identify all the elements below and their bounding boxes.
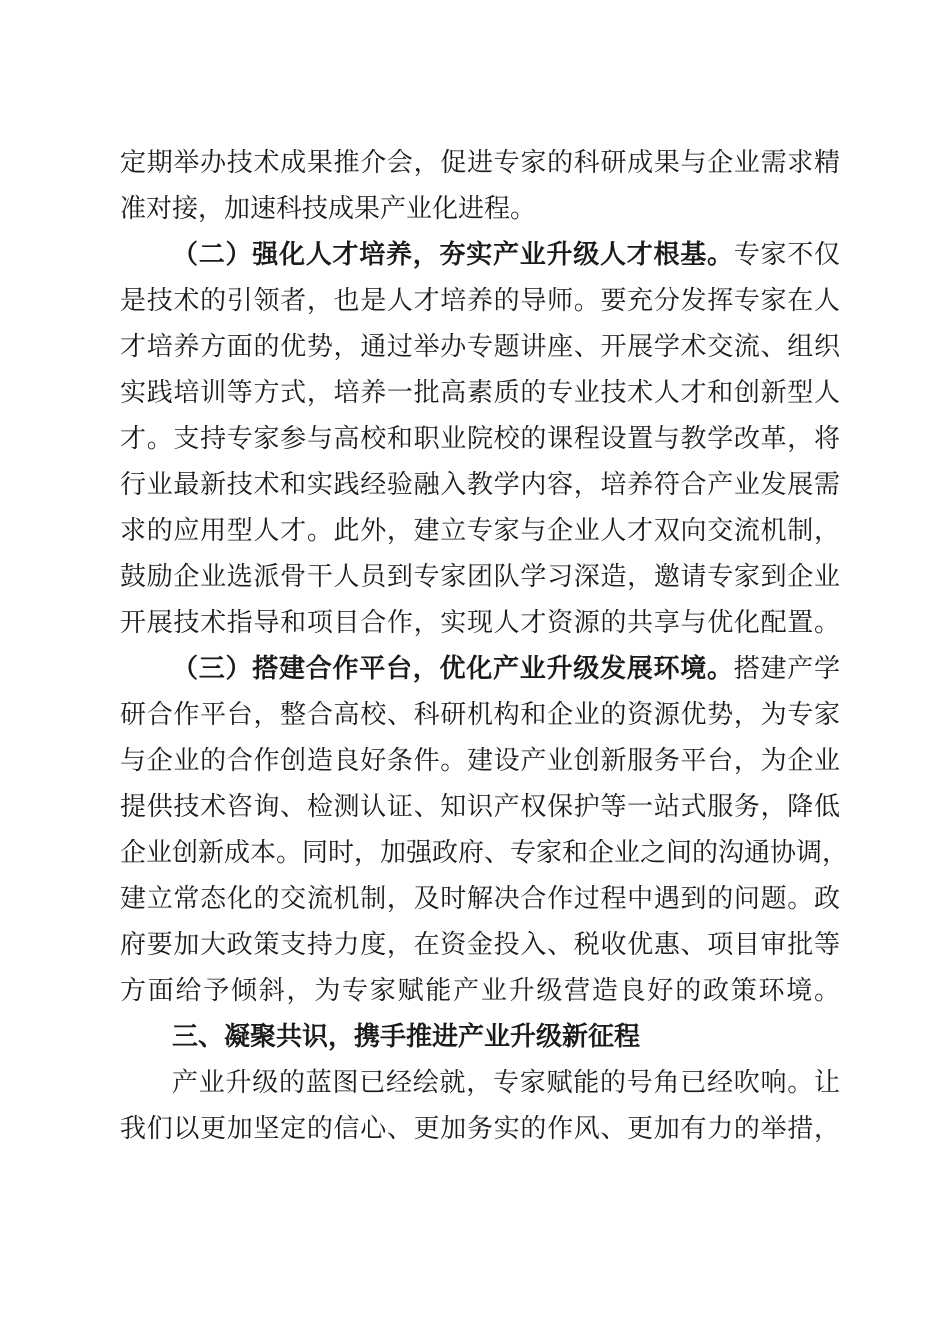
paragraph-line: 准对接，加速科技成果产业化进程。 bbox=[120, 194, 537, 224]
paragraph-line: 是技术的引领者，也是人才培养的导师。要充分发挥专家在人 bbox=[120, 286, 840, 316]
paragraph-line: 求的应用型人才。此外，建立专家与企业人才双向交流机制， bbox=[120, 516, 840, 546]
paragraph-line: 与企业的合作创造良好条件。建设产业创新服务平台，为企业 bbox=[120, 746, 840, 776]
paragraph-line: 府要加大政策支持力度，在资金投入、税收优惠、项目审批等 bbox=[120, 930, 840, 960]
paragraph-line: 定期举办技术成果推介会，促进专家的科研成果与企业需求精 bbox=[120, 148, 840, 178]
paragraph-line: 提供技术咨询、检测认证、知识产权保护等一站式服务，降低 bbox=[120, 792, 840, 822]
subsection-title: （三）搭建合作平台，优化产业升级发展环境。 bbox=[172, 654, 734, 684]
paragraph-line: 行业最新技术和实践经验融入教学内容，培养符合产业发展需 bbox=[120, 470, 840, 500]
section-heading: 三、凝聚共识，携手推进产业升级新征程 bbox=[172, 1022, 641, 1052]
paragraph-line: 才。支持专家参与高校和职业院校的课程设置与教学改革，将 bbox=[120, 424, 840, 454]
paragraph-lead-line bbox=[172, 649, 840, 689]
paragraph-text: 搭建产学 bbox=[733, 654, 840, 684]
paragraph-line: 才培养方面的优势，通过举办专题讲座、开展学术交流、组织 bbox=[120, 332, 840, 362]
paragraph-line: 企业创新成本。同时，加强政府、专家和企业之间的沟通协调， bbox=[120, 838, 849, 868]
paragraph-line: 建立常态化的交流机制，及时解决合作过程中遇到的问题。政 bbox=[120, 884, 840, 914]
subsection-title: （二）强化人才培养，夯实产业升级人才根基。 bbox=[172, 240, 734, 270]
paragraph-line: 开展技术指导和项目合作，实现人才资源的共享与优化配置。 bbox=[120, 608, 840, 638]
paragraph-line: 我们以更加坚定的信心、更加务实的作风、更加有力的举措， bbox=[120, 1114, 840, 1144]
paragraph-line: 鼓励企业选派骨干人员到专家团队学习深造，邀请专家到企业 bbox=[120, 562, 840, 592]
paragraph-line: 方面给予倾斜，为专家赋能产业升级营造良好的政策环境。 bbox=[120, 976, 840, 1006]
paragraph-line: 研合作平台，整合高校、科研机构和企业的资源优势，为专家 bbox=[120, 700, 840, 730]
paragraph-line: 产业升级的蓝图已经绘就，专家赋能的号角已经吹响。让 bbox=[172, 1068, 840, 1098]
paragraph-text: 专家不仅 bbox=[733, 240, 840, 270]
paragraph-lead-line bbox=[172, 235, 840, 275]
paragraph-line: 实践培训等方式，培养一批高素质的专业技术人才和创新型人 bbox=[120, 378, 840, 408]
